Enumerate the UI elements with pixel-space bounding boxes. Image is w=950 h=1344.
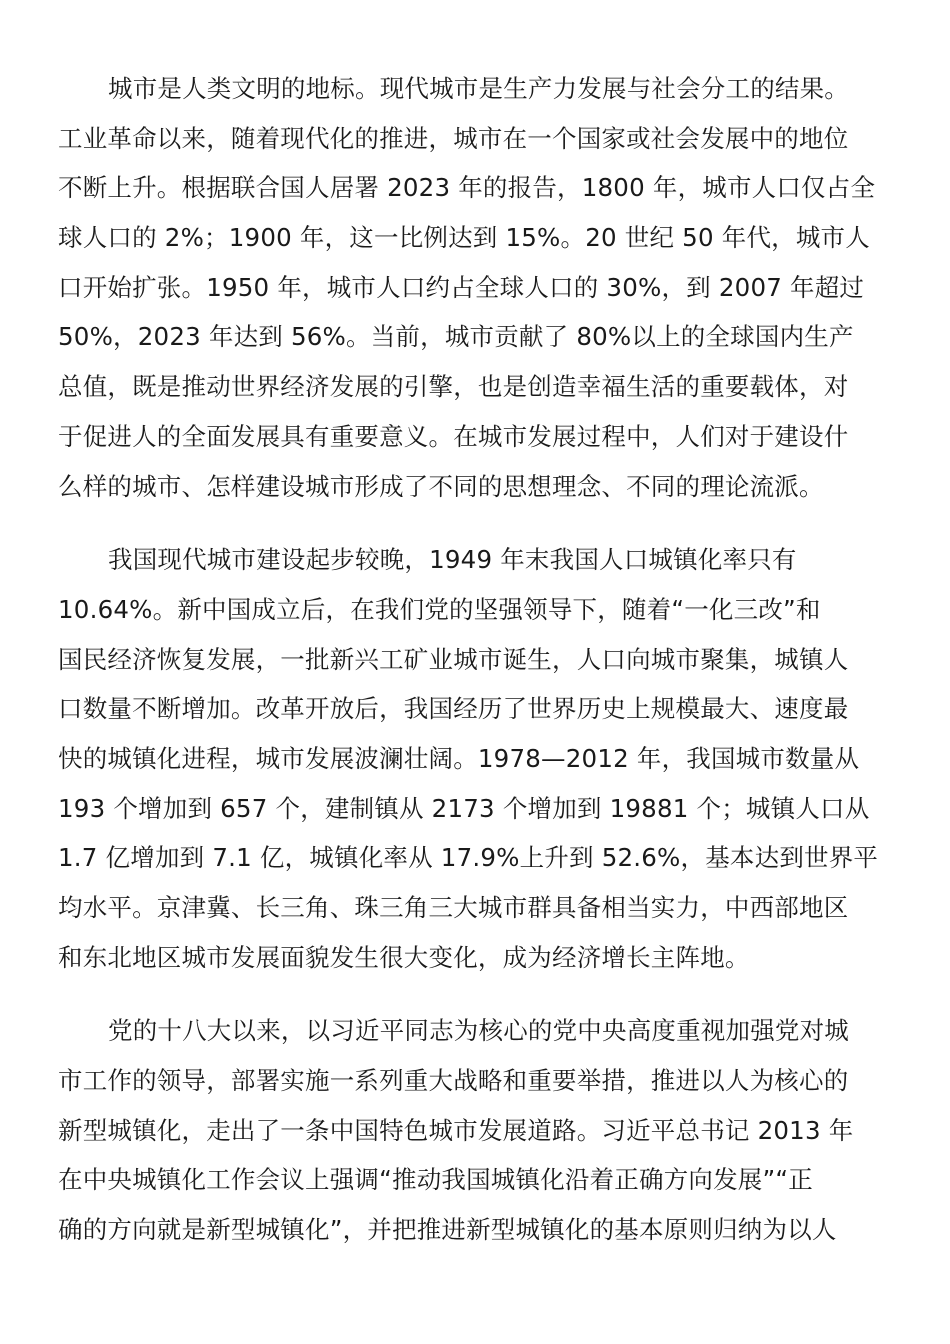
paragraph-line: 均水平。京津冀、长三角、珠三角三大城市群具备相当实力，中西部地区	[58, 893, 849, 922]
paragraph-line: 和东北地区城市发展面貌发生很大变化，成为经济增长主阵地。	[58, 942, 750, 972]
paragraph-spacer	[58, 511, 894, 535]
paragraph-2	[58, 535, 894, 982]
paragraph-line: 国民经济恢复发展，一批新兴工矿业城市诞生，人口向城市聚集，城镇人	[58, 644, 849, 674]
paragraph-1	[58, 64, 894, 511]
paragraph-line: 新型城镇化，走出了一条中国特色城市发展道路。习近平总书记 2013 年	[58, 1115, 854, 1145]
paragraph-line: 在中央城镇化工作会议上强调“推动我国城镇化沿着正确方向发展”“正	[58, 1165, 813, 1195]
paragraph-line: 口数量不断增加。改革开放后，我国经历了世界历史上规模最大、速度最	[58, 694, 849, 724]
paragraph-3	[58, 1006, 894, 1254]
paragraph-line: 1.7 亿增加到 7.1 亿，城镇化率从 17.9%上升到 52.6%，基本达到世界平	[58, 843, 879, 873]
paragraph-spacer	[58, 982, 894, 1006]
paragraph-line: 党的十八大以来，以习近平同志为核心的党中央高度重视加强党对城	[108, 1016, 849, 1046]
paragraph-line: 我国现代城市建设起步较晚，1949 年末我国人口城镇化率只有	[108, 545, 797, 575]
paragraph-line: 确的方向就是新型城镇化”，并把推进新型城镇化的基本原则归纳为以人	[58, 1215, 837, 1245]
paragraph-line: 不断上升。根据联合国人居署 2023 年的报告，1800 年，城市人口仅占全	[58, 173, 876, 203]
paragraph-line: 于促进人的全面发展具有重要意义。在城市发展过程中，人们对于建设什	[58, 421, 849, 451]
paragraph-line: 市工作的领导，部署实施一系列重大战略和重要举措，推进以人为核心的	[58, 1066, 849, 1096]
paragraph-line: 口开始扩张。1950 年，城市人口约占全球人口的 30%，到 2007 年超过	[58, 272, 865, 302]
paragraph-line: 50%，2023 年达到 56%。当前，城市贡献了 80%以上的全球国内生产	[58, 322, 854, 352]
paragraph-line: 么样的城市、怎样建设城市形成了不同的思想理念、不同的理论流派。	[58, 471, 824, 501]
paragraph-line: 193 个增加到 657 个，建制镇从 2173 个增加到 19881 个；城镇人口从	[58, 793, 870, 823]
paragraph-line: 10.64%。新中国成立后，在我们党的坚强领导下，随着“一化三改”和	[58, 594, 821, 624]
paragraph-line: 工业革命以来，随着现代化的推进，城市在一个国家或社会发展中的地位	[58, 123, 849, 153]
document-body	[58, 64, 894, 1255]
paragraph-line: 快的城镇化进程，城市发展波澜壮阔。1978—2012 年，我国城市数量从	[58, 743, 860, 773]
paragraph-line: 城市是人类文明的地标。现代城市是生产力发展与社会分工的结果。	[108, 74, 849, 103]
paragraph-line: 球人口的 2%；1900 年，这一比例达到 15%。20 世纪 50 年代，城市人	[58, 223, 870, 253]
paragraph-line: 总值，既是推动世界经济发展的引擎，也是创造幸福生活的重要载体，对	[58, 372, 849, 402]
